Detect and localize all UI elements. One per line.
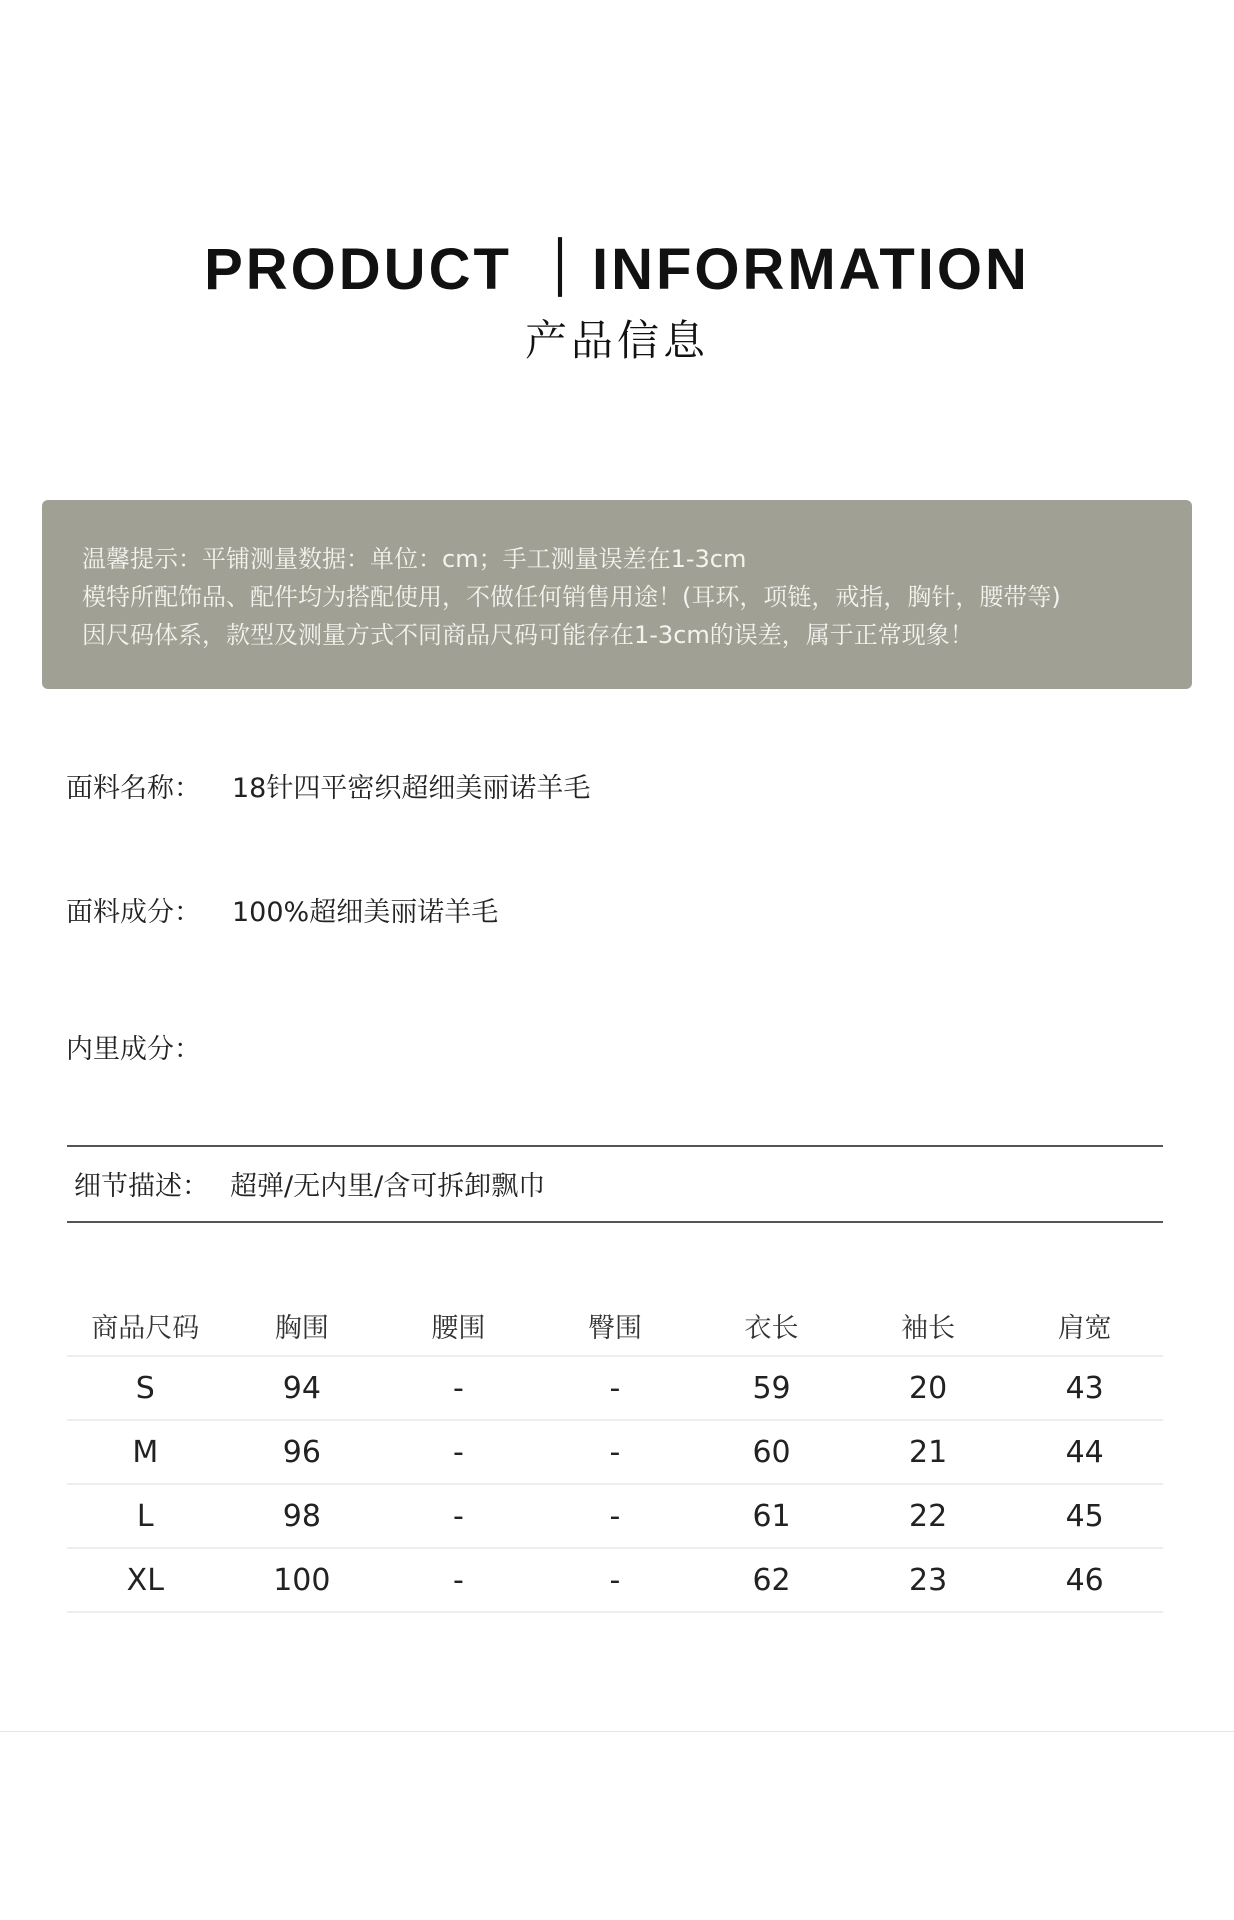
table-cell: 21 [850, 1420, 1007, 1484]
table-cell: - [537, 1484, 694, 1548]
table-cell: - [380, 1420, 537, 1484]
detail-value: 超弹/无内里/含可拆卸飘巾 [230, 1171, 546, 1202]
fabric-composition-row [66, 890, 498, 929]
lining-row [66, 1027, 232, 1066]
fabric-composition-label: 面料成分： [66, 897, 201, 928]
divider [67, 1221, 1163, 1223]
table-cell: 43 [1006, 1356, 1163, 1420]
table-row [67, 1420, 1163, 1484]
table-cell: - [380, 1356, 537, 1420]
page-subtitle: 产品信息 [524, 316, 709, 365]
notice-box [42, 500, 1192, 689]
lining-label: 内里成分： [66, 1034, 201, 1065]
table-cell: 59 [693, 1356, 850, 1420]
table-row [67, 1484, 1163, 1548]
fabric-composition-value: 100%超细美丽诺羊毛 [232, 897, 499, 928]
notice-line: 温馨提示：平铺测量数据：单位：cm；手工测量误差在1-3cm [82, 545, 747, 573]
table-cell: 45 [1006, 1484, 1163, 1548]
table-cell: L [67, 1484, 224, 1548]
table-cell: 62 [693, 1548, 850, 1612]
column-header: 袖长 [850, 1295, 1007, 1356]
table-cell: - [537, 1420, 694, 1484]
table-cell: XL [67, 1548, 224, 1612]
table-cell: 98 [224, 1484, 381, 1548]
table-cell: 44 [1006, 1420, 1163, 1484]
table-cell: - [380, 1484, 537, 1548]
table-cell: 100 [224, 1548, 381, 1612]
column-header: 肩宽 [1006, 1295, 1163, 1356]
fabric-name-row [66, 766, 590, 805]
column-header: 胸围 [224, 1295, 381, 1356]
divider [67, 1145, 1163, 1147]
detail-row [74, 1164, 545, 1203]
column-header: 臀围 [537, 1295, 694, 1356]
table-cell: 20 [850, 1356, 1007, 1420]
fabric-name-value: 18针四平密织超细美丽诺羊毛 [232, 773, 591, 804]
table-row [67, 1356, 1163, 1420]
detail-label: 细节描述： [74, 1171, 209, 1202]
table-cell: M [67, 1420, 224, 1484]
table-row [67, 1548, 1163, 1612]
table-cell: 60 [693, 1420, 850, 1484]
table-cell: - [380, 1548, 537, 1612]
column-header: 衣长 [693, 1295, 850, 1356]
fabric-name-label: 面料名称： [66, 773, 201, 804]
table-cell: 46 [1006, 1548, 1163, 1612]
size-table [67, 1295, 1163, 1613]
page-title: PRODUCT ｜INFORMATION [204, 237, 1030, 302]
table-cell: 96 [224, 1420, 381, 1484]
table-cell: 23 [850, 1548, 1007, 1612]
divider [0, 1731, 1234, 1732]
notice-line: 因尺码体系，款型及测量方式不同商品尺码可能存在1-3cm的误差，属于正常现象！ [82, 621, 974, 649]
table-cell: 94 [224, 1356, 381, 1420]
table-cell: - [537, 1356, 694, 1420]
table-cell: - [537, 1548, 694, 1612]
column-header: 商品尺码 [67, 1295, 224, 1356]
table-cell: 22 [850, 1484, 1007, 1548]
table-cell: 61 [693, 1484, 850, 1548]
table-header-row [67, 1295, 1163, 1356]
notice-line: 模特所配饰品、配件均为搭配使用，不做任何销售用途！(耳环，项链，戒指，胸针，腰带等) [82, 583, 1061, 611]
table-cell: S [67, 1356, 224, 1420]
column-header: 腰围 [380, 1295, 537, 1356]
